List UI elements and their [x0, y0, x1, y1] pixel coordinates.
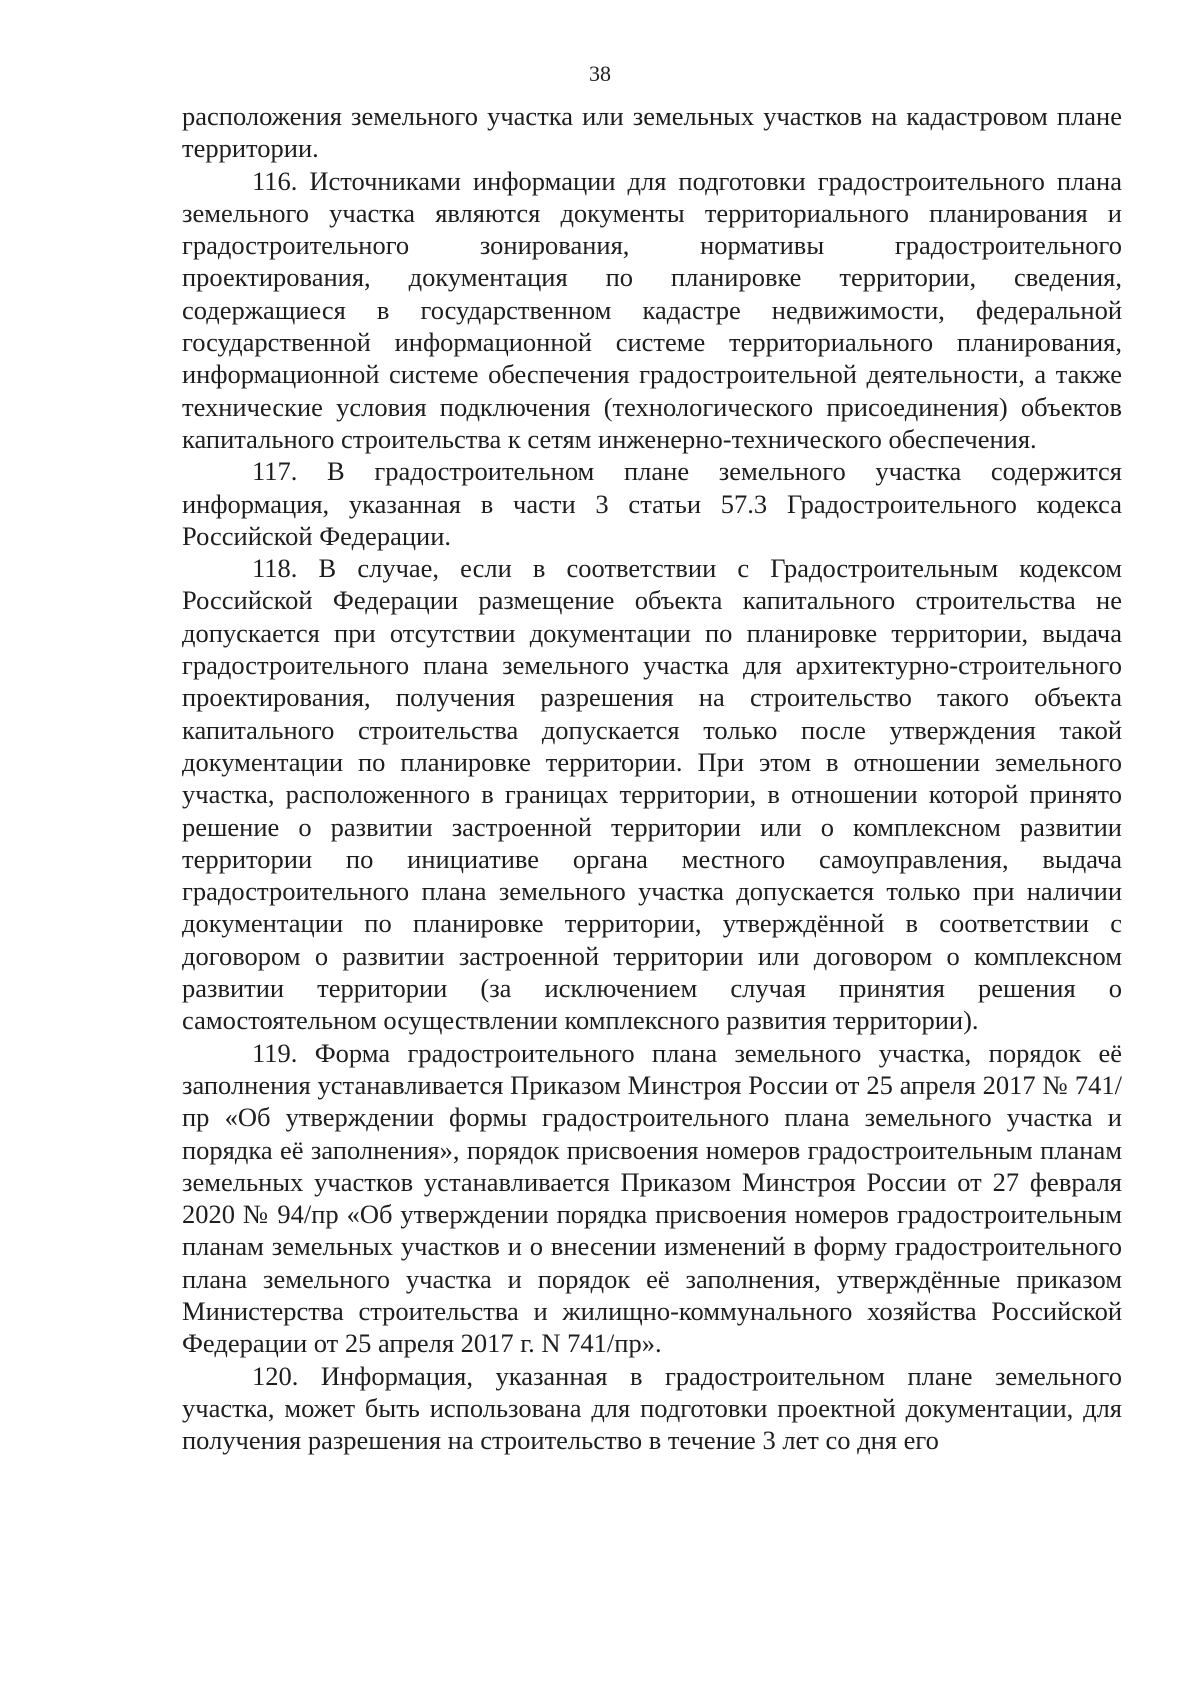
page-number: 38: [589, 61, 611, 86]
paragraph-continuation: расположения земельного участка или земельных участков на кадастровом плане территории.: [182, 101, 1122, 164]
paragraph-119: 119. Форма градостроительного плана земельного участка, порядок её заполнения устанавливается Приказом Минстроя России от 25 апреля 2017 № 741/пр «Об утверждении формы градостроительного плана земельного участка и порядка её заполнения», порядок присвоения номеров градостроительным планам земельных участков устанавливается Приказом Минстроя России от 27 февраля 2020 № 94/пр «Об утверждении порядка присвоения номеров градостроительным планам земельных участков и о внесении изменений в форму градостроительного плана земельного участка и порядок её заполнения, утверждённые приказом Министерства строительства и жилищно-коммунального хозяйства Российской Федерации от 25 апреля 2017 г. N 741/пр».: [182, 1037, 1122, 1359]
paragraph-120: 120. Информация, указанная в градостроительном плане земельного участка, может быть использована для подготовки проектной документации, для получения разрешения на строительство в течение 3 лет со дня его: [182, 1360, 1122, 1456]
paragraph-118: 118. В случае, если в соответствии с Градостроительным кодексом Российской Федерации размещение объекта капитального строительства не допускается при отсутствии документации по планировке территории, выдача градостроительного плана земельного участка для архитектурно-строительного проектирования, получения разрешения на строительство такого объекта капитального строительства допускается только после утверждения такой документации по планировке территории. При этом в отношении земельного участка, расположенного в границах территории, в отношении которой принято решение о развитии застроенной территории или о комплексном развитии территории по инициативе органа местного самоуправления, выдача градостроительного плана земельного участка допускается только при наличии документации по планировке территории, утверждённой в соответствии с договором о развитии застроенной территории или договором о комплексном развитии территории (за исключением случая принятия решения о самостоятельном осуществлении комплексного развития территории).: [182, 553, 1122, 1036]
paragraph-117: 117. В градостроительном плане земельного участка содержится информация, указанная в части 3 статьи 57.3 Градостроительного кодекса Российской Федерации.: [182, 456, 1122, 551]
document-body: [182, 100, 1122, 1456]
paragraph-116: 116. Источниками информации для подготовки градостроительного плана земельного участка являются документы территориального планирования и градостроительного зонирования, нормативы градостроительного проектирования, документация по планировке территории, сведения, содержащиеся в государственном кадастре недвижимости, федеральной государственной информационной системе территориального планирования, информационной системе обеспечения градостроительной деятельности, а также технические условия подключения (технологического присоединения) объектов капитального строительства к сетям инженерно-технического обеспечения.: [182, 165, 1122, 454]
